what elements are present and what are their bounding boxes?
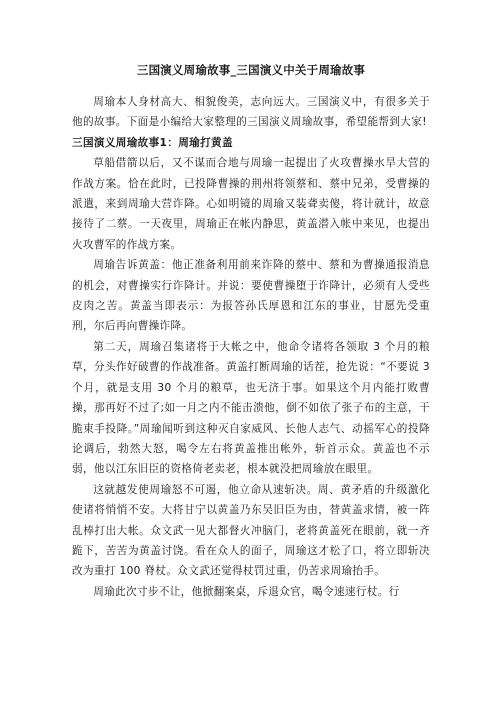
body-paragraph-1: 草船借箭以后，又不谋而合地与周瑜一起提出了火攻曹操水旱大营的作战方案。恰在此时，已投降曹操的荆州将领蔡和、蔡中兄弟，受曹操的派遣，来到周瑜大营诈降。心如明镜的周瑜又装聋卖傻，将计就计，故意接待了二蔡。一天夜里，周瑜正在帐内静思，黄盖潜入帐中来见，也提出火攻曹军的作战方案。	[72, 157, 430, 251]
body-paragraph-2: 周瑜告诉黄盖：他正准备利用前来诈降的蔡中、蔡和为曹操通报消息的机会，对曹操实行诈降计。并说：要使曹操堕于诈降计，必须有人受些皮肉之苦。黄盖当即表示：为报答孙氏厚恩和江东的事业，甘愿先受重刑，尔后再向曹操诈降。	[72, 259, 430, 333]
body-paragraph-3: 第二天，周瑜召集诸将于大帐之中，他命令诸将各领取 3 个月的粮草，分头作好破曹的作战准备。黄盖打断周瑜的话茬，抢先说：“不要说 3 个月，就是支用 30 个月的粮草，也无济于事。如果这个月内能打败曹操，那再好不过了;如一月之内不能击溃他，倒不如依了张子布的主意，干脆束手投降。”周瑜闻听到这种灭自家威风、长他人志气、动摇军心的投降论调后，勃然大怒，喝令左右将黄盖推出帐外，斩首示众。黄盖也不示弱，他以江东旧臣的资格倚老卖老，根本就没把周瑜放在眼里。	[72, 340, 430, 476]
section-heading: 三国演义周瑜故事1：周瑜打黄盖	[72, 136, 233, 149]
body-paragraph-5: 周瑜此次寸步不让，他掀翻案桌，斥退众官，喝令速速行杖。行	[93, 585, 400, 598]
document-title: 三国演义周瑜故事_三国演义中关于周瑜故事	[136, 63, 366, 77]
intro-paragraph: 周瑜本人身材高大、相貌俊美，志向远大。三国演义中，有很多关于他的故事。下面是小编给大家整理的三国演义周瑜故事，希望能帮到大家!	[72, 96, 430, 129]
body-paragraph-4: 这就越发使周瑜怒不可遏，他立命从速斩决。周、黄矛盾的升级激化使诸将悄悄不安。大将甘宁以黄盖乃东吴旧臣为由，替黄盖求情，被一阵乱棒打出大帐。众文武一见大都督火冲脑门，老将黄盖死在眼前，就一齐跪下，苦苦为黄盖讨饶。看在众人的面子，周瑜这才松了口，将立即斩决改为重打 100 脊杖。众文武还觉得杖罚过重，仍苦求周瑜抬手。	[72, 483, 430, 578]
